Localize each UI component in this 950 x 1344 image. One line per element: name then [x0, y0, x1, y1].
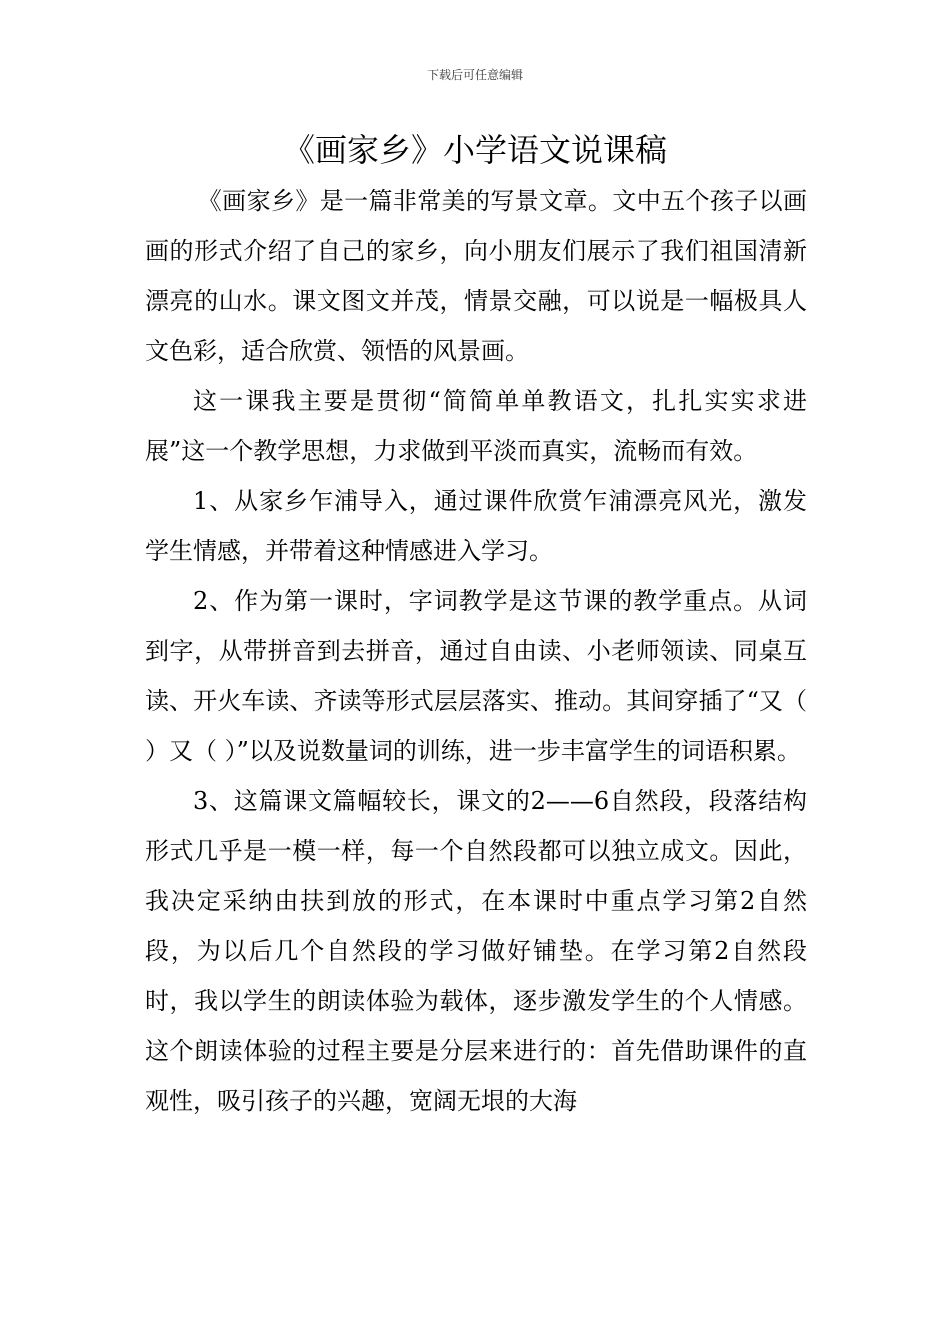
paragraph-point-3: 3、这篇课文篇幅较长，课文的2——6自然段，段落结构形式几乎是一模一样，每一个自然段都可以独立成文。因此，我决定采纳由扶到放的形式，在本课时中重点学习第2自然段，为以后几个自然段的学习做好铺垫。在学习第2自然段时，我以学生的朗读体验为载体，逐步激发学生的个人情感。这个朗读体验的过程主要是分层来进行的：首先借助课件的直观性，吸引孩子的兴趣，宽阔无垠的大海 [145, 787, 807, 1115]
paragraph-point-1: 1、从家乡乍浦导入，通过课件欣赏乍浦漂亮风光，激发学生情感，并带着这种情感进入学习。 [145, 487, 807, 565]
paragraph-teaching-idea: 这一课我主要是贯彻“简简单单教语文，扎扎实实求进展”这一个教学思想，力求做到平淡而真实，流畅而有效。 [145, 387, 807, 465]
header-note: 下载后可任意编辑 [426, 68, 523, 82]
document-body [145, 176, 807, 1126]
document-title: 《画家乡》小学语文说课稿 [282, 131, 667, 169]
paragraph-intro: 《画家乡》是一篇非常美的写景文章。文中五个孩子以画画的形式介绍了自己的家乡，向小朋友们展示了我们祖国清新漂亮的山水。课文图文并茂，情景交融，可以说是一幅极具人文色彩，适合欣赏、领悟的风景画。 [145, 187, 807, 365]
paragraph-point-2: 2、作为第一课时，字词教学是这节课的教学重点。从词到字，从带拼音到去拼音，通过自由读、小老师领读、同桌互读、开火车读、齐读等形式层层落实、推动。其间穿插了“又（ ）又（ ）”以及说数量词的训练，进一步丰富学生的词语积累。 [145, 587, 807, 765]
